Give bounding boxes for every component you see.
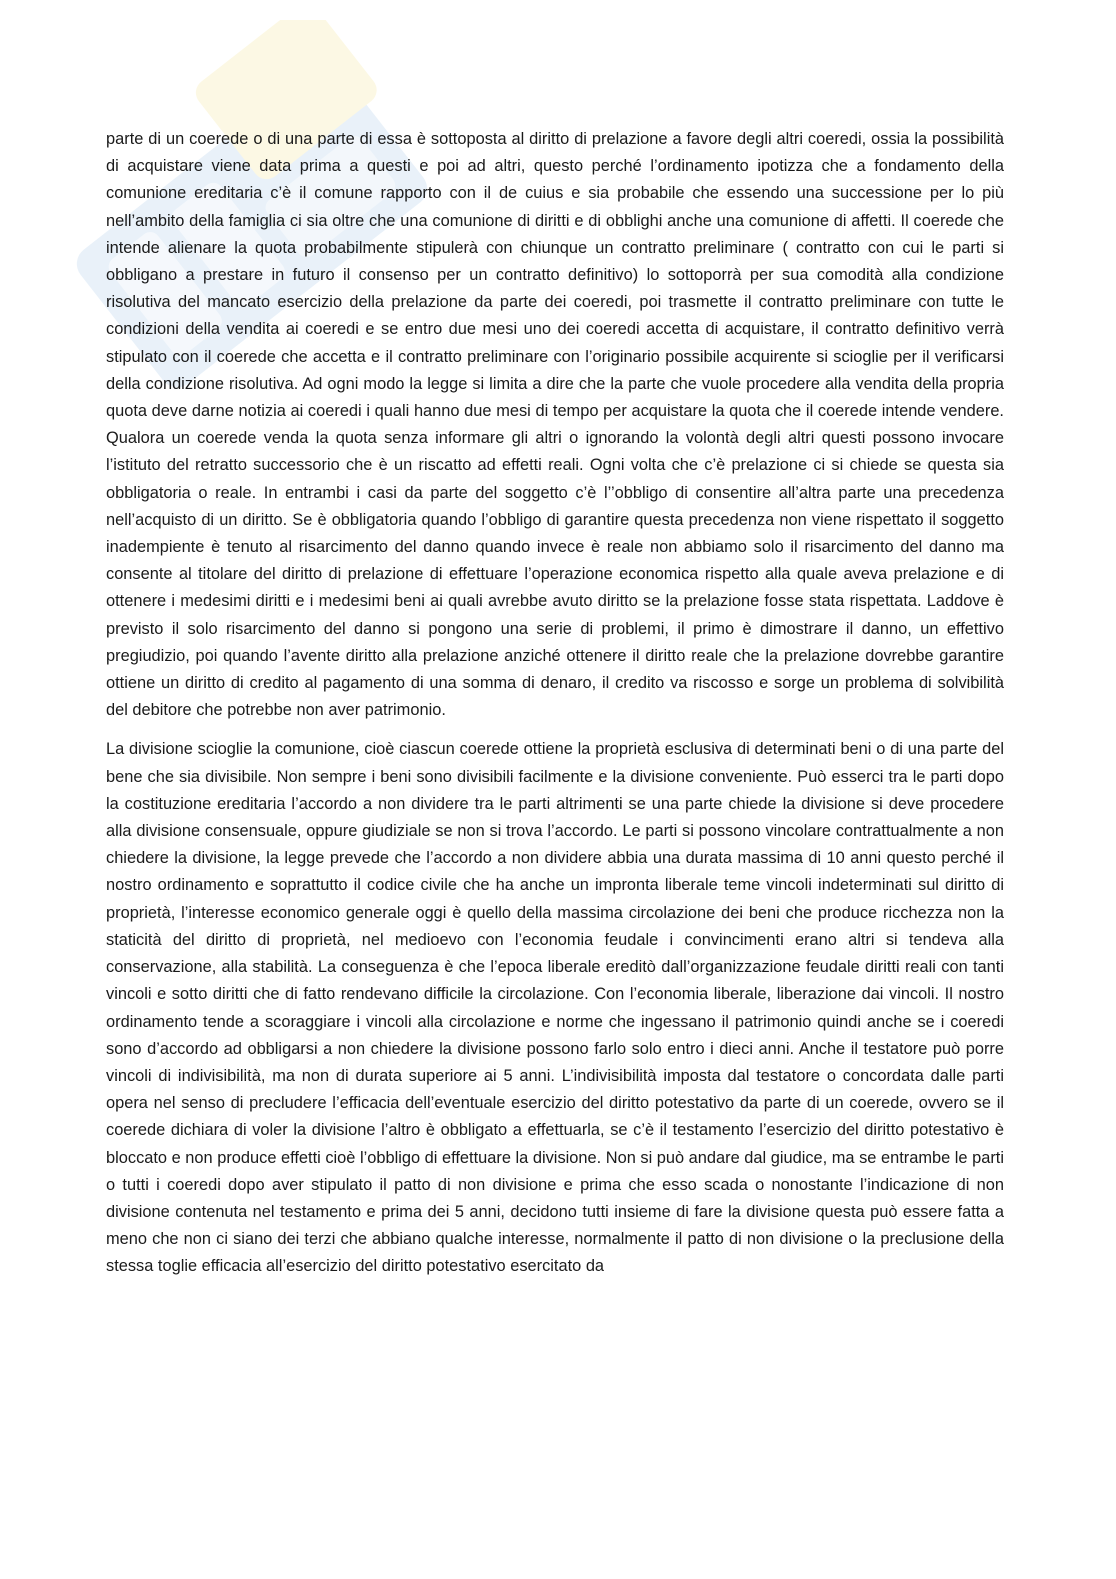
paragraph-prelazione: parte di un coerede o di una parte di essa è sottoposta al diritto di prelazione a favore degli altri coeredi, ossia la possibilità di acquistare viene data prima a questi e poi ad altri, questo perché l’ordinamento ipotizza che a fondamento della comunione ereditaria c’è il comune rapporto con il de cuius e sia probabile che essendo una successione per lo più nell’ambito della famiglia ci sia oltre che una comunione di diritti e di obblighi anche una comunione di affetti. Il coerede che intende alienare la quota probabilmente stipulerà con chiunque un contratto preliminare ( contratto con cui le parti si obbligano a prestare in futuro il consenso per un contratto definitivo) lo sottoporrà per sua comodità alla condizione risolutiva del mancato esercizio della prelazione da parte dei coeredi, poi trasmette il contratto preliminare con tutte le condizioni della vendita ai coeredi e se entro due mesi uno dei coeredi accetta di acquistare, il contratto definitivo verrà stipulato con il coerede che accetta e il contratto preliminare con l’originario possibile acquirente si scioglie per il verificarsi della condizione risolutiva. Ad ogni modo la legge si limita a dire che la parte che vuole procedere alla vendita della propria quota deve darne notizia ai coeredi i quali hanno due mesi di tempo per acquistare la quota che il coerede intende vendere. Qualora un coerede venda la quota senza informare gli altri o ignorando la volontà degli altri questi possono invocare l’istituto del retratto successorio che è un riscatto ad effetti reali. Ogni volta che c’è prelazione ci si chiede se questa sia obbligatoria o reale. In entrambi i casi da parte del soggetto c’è l’’obbligo di consentire all’altra parte una precedenza nell’acquisto di un diritto. Se è obbligatoria quando l’obbligo di garantire questa precedenza non viene rispettato il soggetto inadempiente è tenuto al risarcimento del danno quando invece è reale non abbiamo solo il risarcimento del danno ma consente al titolare del diritto di prelazione di effettuare l’operazione economica rispetto alla quale aveva prelazione e di ottenere i medesimi diritti e i medesimi beni ai quali avrebbe avuto diritto se la prelazione fosse stata rispettata. Laddove è previsto il solo risarcimento del danno si pongono una serie di problemi, il primo è dimostrare il danno, un effettivo pregiudizio, poi quando l’avente diritto alla prelazione anziché ottenere il diritto reale che la prelazione dovrebbe garantire ottiene un diritto di credito al pagamento di una somma di denaro, il credito va riscosso e sorge un problema di solvibilità del debitore che potrebbe non aver patrimonio. xyxy=(106,130,1004,720)
paragraph-divisione: La divisione scioglie la comunione, cioè ciascun coerede ottiene la proprietà esclusiva di determinati beni o di una parte del bene che sia divisibile. Non sempre i beni sono divisibili facilmente e la divisione conveniente. Può esserci tra le parti dopo la costituzione ereditaria l’accordo a non dividere tra le parti altrimenti se una parte chiede la divisione si deve procedere alla divisione consensuale, oppure giudiziale se non si trova l’accordo. Le parti si possono vincolare contrattualmente a non chiedere la divisione, la legge prevede che l’accordo a non dividere abbia una durata massima di 10 anni questo perché il nostro ordinamento e soprattutto il codice civile che ha anche un impronta liberale teme vincoli indeterminati sul diritto di proprietà, l’interesse economico generale oggi è quello della massima circolazione dei beni che produce ricchezza non la staticità del diritto di proprietà, nel medioevo con l’economia feudale i convincimenti erano altri si tendeva alla conservazione, alla stabilità. La conseguenza è che l’epoca liberale ereditò dall’organizzazione feudale diritti reali con tanti vincoli e sotto diritti che di fatto rendevano difficile la circolazione. Con l’economia liberale, liberazione dai vincoli. Il nostro ordinamento tende a scoraggiare i vincoli alla circolazione e norme che ingessano il patrimonio quindi anche se i coeredi sono d’accordo ad obbligarsi a non chiedere la divisione possono farlo solo entro i dieci anni. Anche il testatore può porre vincoli di indivisibilità, ma non di durata superiore ai 5 anni. L’indivisibilità imposta dal testatore o concordata dalle parti opera nel senso di precludere l’efficacia dell’eventuale esercizio del diritto potestativo da parte di un coerede, ovvero se il coerede dichiara di voler la divisione l’altro è obbligato a effettuarla, se c’è il testamento l’esercizio del diritto potestativo è bloccato e non produce effetti cioè l’obbligo di effettuare la divisione. Non si può andare dal giudice, ma se entrambe le parti o tutti i coeredi dopo aver stipulato il patto di non divisione e prima che esso scada o nonostante l’indicazione di non divisione contenuta nel testamento e prima dei 5 anni, decidono tutti insieme di fare la divisione questa può essere fatta a meno che non ci siano dei terzi che abbiano qualche interesse, normalmente il patto di non divisione o la preclusione della stessa toglie efficacia all’esercizio del diritto potestativo esercitato da xyxy=(106,740,1004,1276)
document-body xyxy=(106,126,1004,1293)
